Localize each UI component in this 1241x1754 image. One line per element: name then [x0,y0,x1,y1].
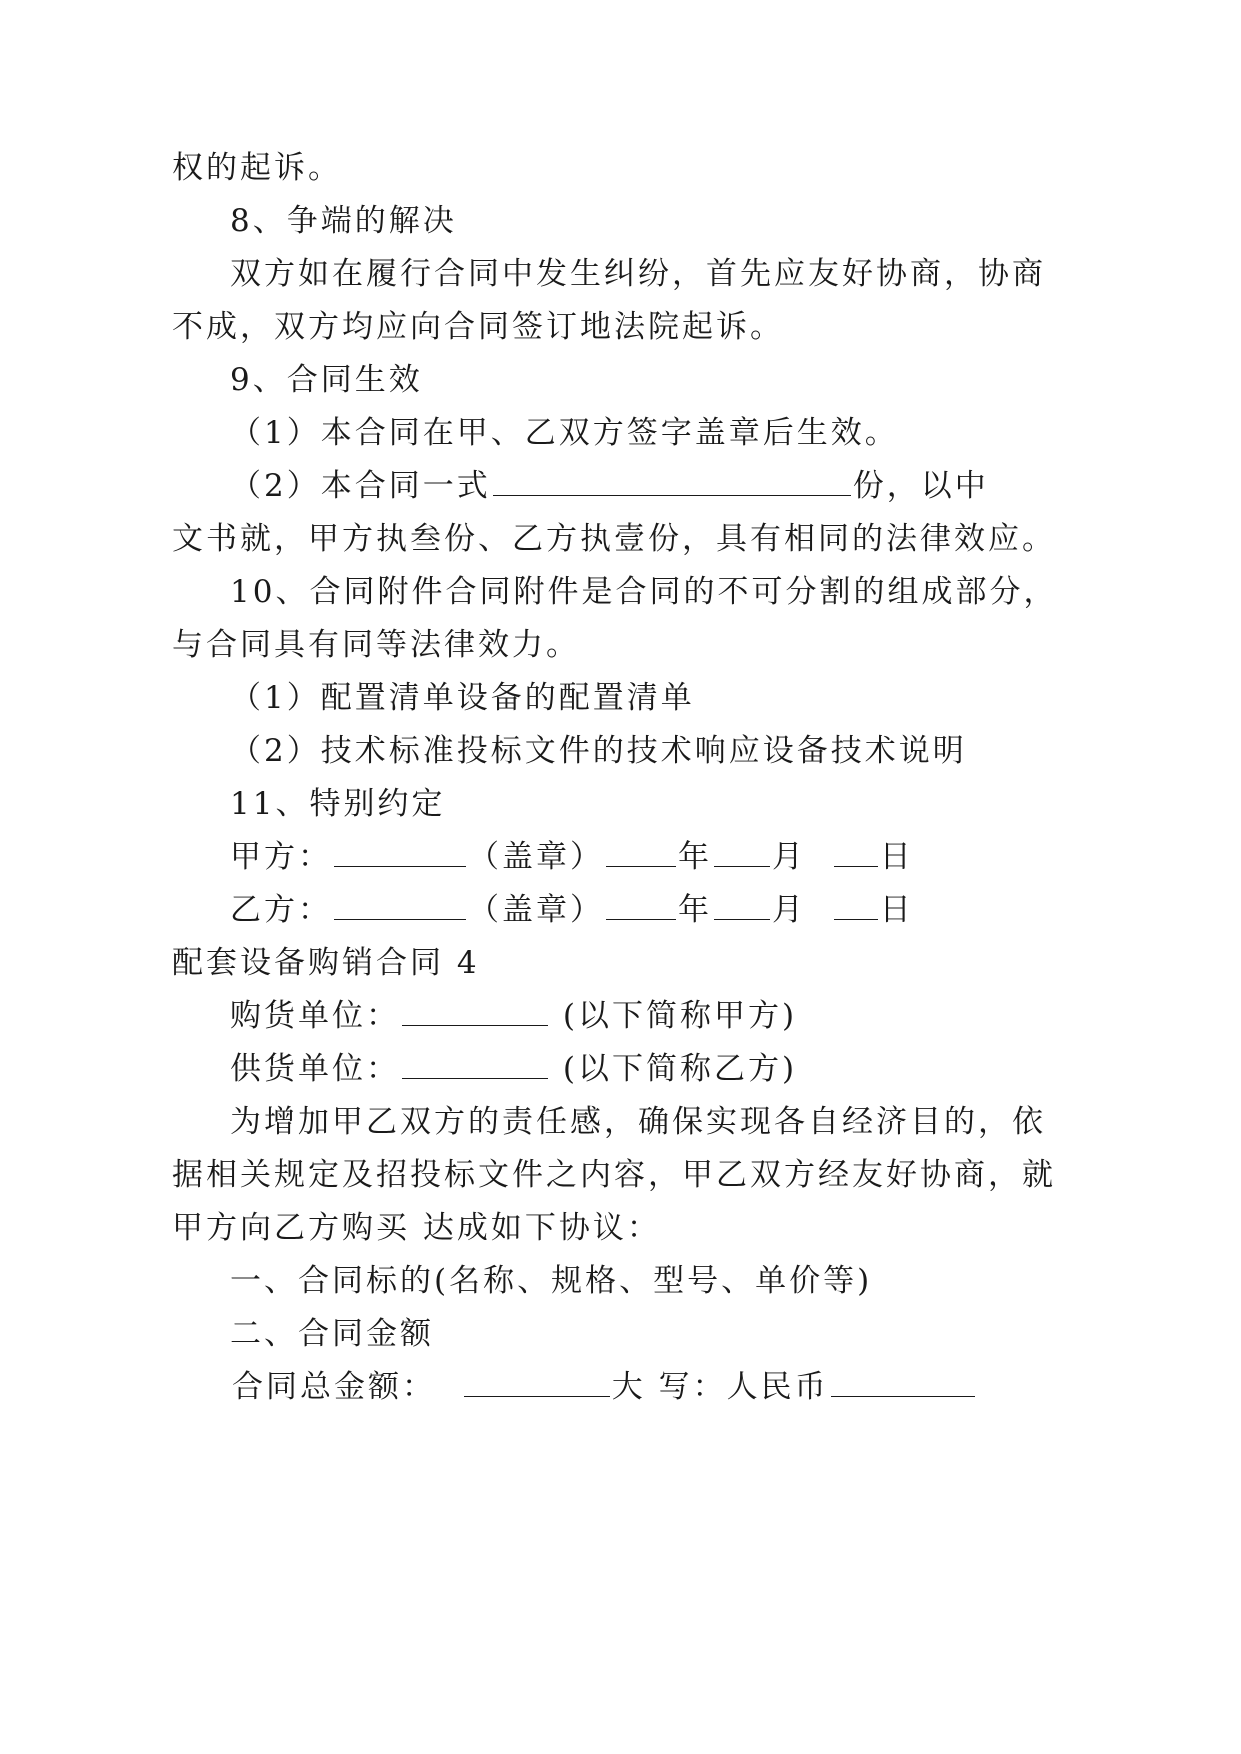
text: 大 写：人民币 [611,1369,829,1405]
text: 11、特别约定 [230,786,446,822]
paragraph-line [230,572,1057,612]
paragraph-line [172,148,342,188]
month-blank [714,893,770,920]
paragraph-line [230,413,899,453]
month-blank [714,840,770,867]
text: 日 [879,892,914,928]
amount-blank [464,1370,610,1397]
day-blank [834,840,878,867]
day-blank [834,893,878,920]
year-blank [606,840,676,867]
text: (以下简称乙方) [562,1051,798,1087]
text: 文书就，甲方执叁份、乙方执壹份，具有相同的法律效应。 [172,521,1056,557]
text: 双方如在履行合同中发生纠纷，首先应友好协商，协商 [230,256,1046,292]
paragraph-line [230,254,1046,294]
section-heading [230,360,423,400]
paragraph-line [230,678,695,718]
text: 二、合同金额 [230,1316,434,1352]
text: （2）本合同一式 [230,468,491,504]
signature-line-party-b [230,890,914,930]
text: 不成，双方均应向合同签订地法院起诉。 [172,309,784,345]
name-blank [334,893,466,920]
paragraph-line [172,519,1056,559]
text: 9、合同生效 [230,362,423,398]
text: （1）配置清单设备的配置清单 [230,680,695,716]
text: 合同总金额： [232,1369,436,1405]
paragraph-line [172,307,784,347]
paragraph-line [172,1208,661,1248]
text: 年 [678,839,712,875]
buyer-blank [402,999,548,1026]
paragraph-line [230,1102,1046,1142]
text: 份，以中 [852,468,989,504]
section-heading [230,784,445,824]
paragraph-line [172,625,580,665]
text: 8、争端的解决 [230,203,457,239]
paragraph-line [230,731,967,771]
text: 甲方： [230,839,332,875]
text: （1）本合同在甲、乙双方签字盖章后生效。 [230,415,899,451]
supplier-blank [402,1052,548,1079]
text: （盖章） [468,839,604,875]
name-blank [334,840,466,867]
text: （盖章） [468,892,604,928]
section-heading [230,1261,872,1301]
text: 配套设备购销合同 4 [172,945,480,981]
contract-title [172,943,480,983]
text: 供货单位： [230,1051,400,1087]
text: 与合同具有同等法律效力。 [172,627,580,663]
paragraph-line [172,1155,1056,1195]
amount-line [232,1367,977,1407]
text: 年 [678,892,712,928]
text: 购货单位： [230,998,400,1034]
signature-line-party-a [230,837,914,877]
amount-words-blank [831,1370,975,1397]
text: 月 [772,839,806,875]
text: (以下简称甲方) [562,998,798,1034]
text: 据相关规定及招投标文件之内容，甲乙双方经友好协商，就 [172,1157,1056,1193]
text: 10、合同附件合同附件是合同的不可分割的组成部分， [230,574,1058,610]
text: 为增加甲乙双方的责任感，确保实现各自经济目的，依 [230,1104,1046,1140]
copies-blank [493,469,851,496]
year-blank [606,893,676,920]
text: （2）技术标准投标文件的技术响应设备技术说明 [230,733,967,769]
text: 权的起诉。 [172,150,342,186]
supplier-line [230,1049,797,1089]
text: 甲方向乙方购买 达成如下协议： [172,1210,661,1246]
section-heading [230,1314,434,1354]
paragraph-line [230,466,989,506]
text: 月 [772,892,806,928]
text: 日 [879,839,914,875]
buyer-line [230,996,797,1036]
text: 一、合同标的(名称、规格、型号、单价等) [230,1263,873,1299]
section-heading [230,201,457,241]
text: 乙方： [230,892,332,928]
